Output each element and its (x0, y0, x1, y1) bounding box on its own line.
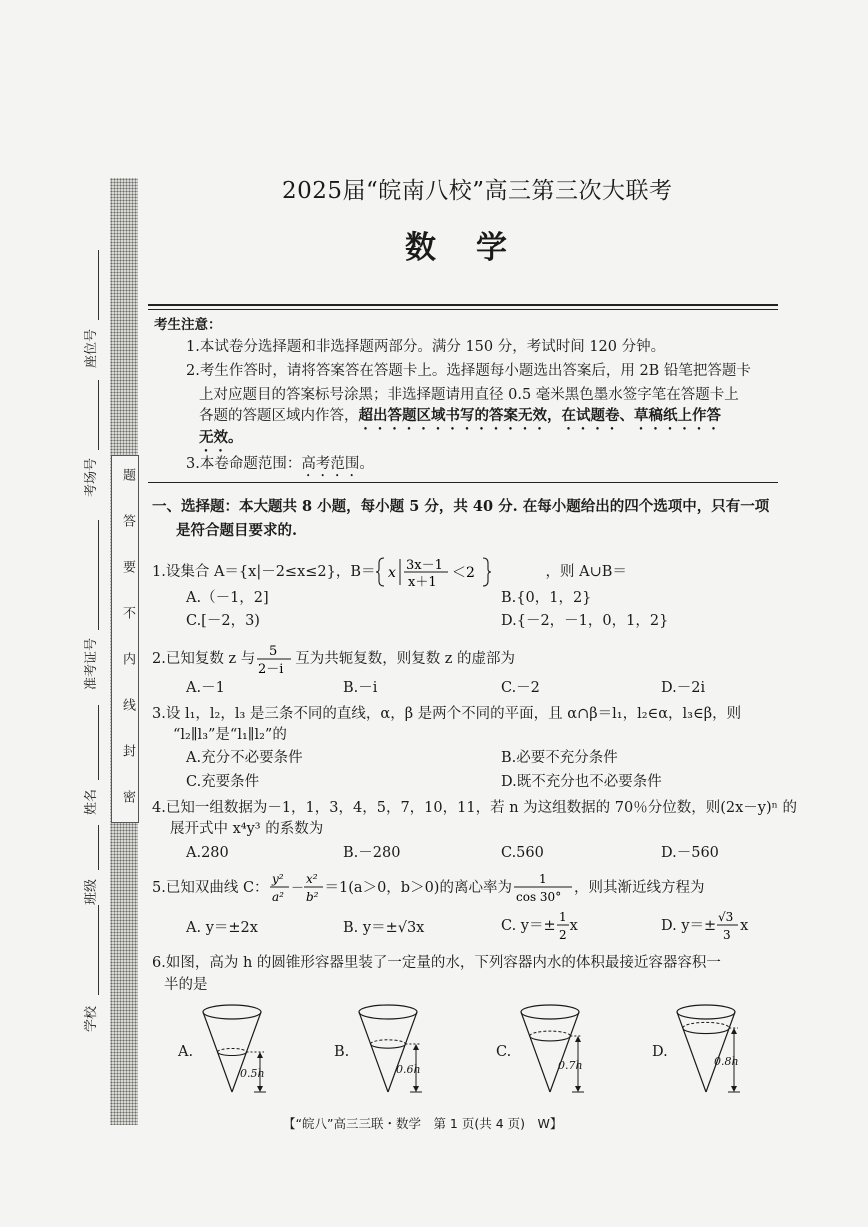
q5-c-num: 1 (558, 910, 567, 924)
q1-ineq: ＜2 (451, 565, 475, 581)
cone-side-right (388, 1012, 417, 1092)
q5-c-fraction (556, 908, 570, 944)
cone-diagram (664, 1002, 784, 1102)
q2-text: 2.已知复数 z 与 (152, 651, 256, 667)
q5-f3-den: cos 30° (515, 890, 562, 904)
q5-text-mid: ＝1(a＞0，b＞0)的离心率为 (324, 880, 512, 896)
question-6-stem: 6.如图，高为 h 的圆锥形容器里装了一定量的水，下列容器内水的体积最接近容器容积一 (152, 955, 721, 971)
q5-f3-num: 1 (538, 872, 547, 886)
header-rule (148, 304, 778, 306)
water-surface-back (683, 1022, 729, 1028)
q5-option-d[interactable] (661, 908, 748, 944)
q5-f2-den: b² (305, 890, 319, 904)
seal-char: 要 (120, 560, 135, 573)
notice-heading: 考生注意： (154, 317, 222, 333)
q4-option-b[interactable]: B.－280 (343, 845, 401, 861)
subject-title: 数学 (405, 230, 547, 266)
water-surface-back (530, 1031, 571, 1036)
height-label: 0.8h (714, 1055, 739, 1068)
admission-number-line[interactable] (98, 520, 99, 630)
water-surface-front (683, 1028, 729, 1034)
notice-emphasis-end: 无效。 (199, 429, 243, 446)
water-surface-front (530, 1036, 571, 1041)
cone-diagram (508, 1002, 628, 1102)
q5-option-c[interactable] (501, 908, 578, 944)
q1-option-d[interactable]: D.{－2，－1，0，1，2} (501, 613, 669, 629)
q2-option-b[interactable]: B.－i (343, 680, 378, 696)
q1-set-var: x (387, 565, 396, 581)
q4-option-d[interactable]: D.－560 (661, 845, 719, 861)
q5-c-text: C. y＝± (501, 918, 556, 934)
q1-option-b[interactable]: B.{0，1，2} (501, 590, 592, 606)
water-surface-front (218, 1052, 247, 1055)
q1-set-b (376, 555, 546, 589)
q3-option-c[interactable]: C.充要条件 (186, 774, 260, 790)
notice-rule (148, 482, 778, 483)
admission-number-label: 准考证号 (84, 637, 99, 690)
q2-option-d[interactable]: D.－2i (661, 680, 706, 696)
q5-text-end: ，则其渐近线方程为 (573, 880, 705, 896)
q5-minus: － (290, 881, 304, 896)
water-surface-back (218, 1049, 247, 1052)
cone-rim (677, 1005, 735, 1019)
cone-diagram (346, 1002, 466, 1102)
notice-text: 各题的答题区域内作答， (199, 408, 359, 424)
q4-option-a[interactable]: A.280 (186, 845, 229, 861)
q5-c-var: x (569, 918, 578, 934)
cone-rim (521, 1005, 579, 1019)
water-surface-back (371, 1040, 406, 1044)
notice-text: 3.本卷命题范围： (186, 456, 302, 472)
q3-option-a[interactable]: A.充分不必要条件 (186, 750, 303, 766)
cone-option-letter: A. (178, 1044, 194, 1060)
q2-frac-num: 5 (269, 644, 278, 659)
notice-item-3 (186, 454, 374, 480)
cone-diagram (190, 1002, 310, 1102)
seat-number-line[interactable] (98, 250, 99, 320)
cone-option-letter: B. (334, 1044, 350, 1060)
q2-fraction (255, 642, 295, 676)
height-label: 0.6h (396, 1063, 421, 1076)
cone-side-right (550, 1012, 579, 1092)
arrow-head-down (731, 1086, 737, 1092)
page-footer: 【“皖八”高三三联・数学 第 1 页(共 4 页) W】 (283, 1116, 563, 1131)
cone-rim (203, 1005, 261, 1019)
q2-frac-den: 2－i (258, 662, 284, 676)
q5-hyperbola (269, 870, 325, 906)
height-label: 0.7h (558, 1059, 583, 1072)
q1-text: 1.设集合 A＝{x|－2≤x≤2}，B＝ (152, 564, 376, 580)
question-1-stem (152, 555, 627, 589)
notice-item-2-line2: 上对应题目的答案标号涂黑；非选择题请用直径 0.5 毫米黑色墨水签字笔在答题卡上 (199, 387, 739, 403)
q3-option-d[interactable]: D.既不充分也不必要条件 (501, 774, 662, 790)
cone-option-letter: D. (652, 1044, 668, 1060)
q5-f1-num: y² (271, 872, 284, 886)
notice-emphasis: 超出答题区域书写的答案无效，在试题卷、草稿纸上作答 (358, 407, 721, 424)
name-label: 姓名 (84, 788, 99, 815)
seal-char: 内 (120, 652, 135, 665)
cone-option-letter: C. (496, 1044, 512, 1060)
seal-line-box (111, 455, 139, 823)
q5-d-text: D. y＝± (661, 918, 717, 934)
question-3-stem: 3.设 l₁，l₂，l₃ 是三条不同的直线，α，β 是两个不同的平面，且 α∩β＝l₁，l₂∈α，l₃∈β，则 (152, 706, 742, 722)
cone-side-right (706, 1012, 735, 1092)
question-4-stem: 4.已知一组数据为－1，1，3，4，5，7，10，11，若 n 为这组数据的 70％分位数，则(2x－y)ⁿ 的 (152, 800, 797, 816)
q5-d-num: √3 (718, 910, 734, 924)
question-6-stem-line2: 半的是 (164, 977, 208, 993)
q2-option-a[interactable]: A.－1 (186, 680, 225, 696)
arrow-head-up (413, 1044, 419, 1050)
q5-f1-den: a² (271, 890, 284, 904)
header-rule-thin (148, 309, 778, 310)
q1-frac-den: x＋1 (407, 575, 437, 589)
notice-emphasis: 高考范围。 (301, 456, 374, 472)
arrow-head-up (257, 1052, 263, 1058)
class-label: 班级 (84, 878, 99, 905)
school-line[interactable] (98, 905, 99, 995)
q5-d-fraction (716, 908, 740, 944)
water-surface-front (371, 1044, 406, 1048)
arrow-head-up (575, 1036, 581, 1042)
exam-room-label: 考场号 (84, 457, 99, 497)
seal-char: 不 (120, 606, 135, 619)
seat-number-label: 座位号 (84, 328, 99, 368)
seal-char: 题 (120, 468, 135, 481)
question-3-stem-line2: “l₂∥l₃”是“l₁∥l₂”的 (173, 727, 287, 743)
q5-f2-num: x² (305, 872, 318, 886)
school-label: 学校 (84, 1005, 99, 1032)
q5-eccentricity (512, 870, 574, 906)
q4-option-c[interactable]: C.560 (501, 845, 544, 861)
section-heading: 一、选择题：本大题共 8 小题，每小题 5 分，共 40 分. 在每小题给出的四个选项中，只有一项 (152, 498, 770, 515)
cone-side-left (521, 1012, 550, 1092)
q1-text-end: ，则 A∪B＝ (545, 564, 627, 580)
section-heading-line2: 是符合题目要求的. (176, 522, 298, 539)
arrow-head-up (731, 1028, 737, 1034)
q1-option-c[interactable]: C.[－2，3) (186, 613, 260, 629)
exam-room-line[interactable] (98, 380, 99, 450)
arrow-head-down (257, 1086, 263, 1092)
exam-title: 2025届“皖南八校”高三第三次大联考 (282, 178, 673, 204)
q1-option-a[interactable]: A.（－1，2] (186, 590, 269, 606)
notice-item-1: 1.本试卷分选择题和非选择题两部分。满分 150 分，考试时间 120 分钟。 (186, 339, 666, 355)
seal-char: 封 (120, 744, 135, 757)
question-5-stem (152, 870, 704, 906)
seal-char: 密 (120, 790, 135, 803)
class-line[interactable] (98, 825, 99, 870)
q5-d-den: 3 (723, 928, 731, 942)
notice-item-2: 2.考生作答时，请将答案答在答题卡上。选择题每小题选出答案后，用 2B 铅笔把答题卡 (186, 363, 751, 379)
q5-text: 5.已知双曲线 C： (152, 880, 269, 896)
notice-item-2-line3 (199, 406, 721, 433)
seal-char: 答 (120, 514, 135, 527)
question-2-stem (152, 642, 515, 676)
seal-char: 线 (120, 698, 135, 711)
q5-c-den: 2 (558, 928, 567, 942)
q1-frac-num: 3x－1 (405, 558, 443, 573)
q5-option-b[interactable]: B. y＝±√3x (343, 920, 425, 936)
q5-d-var: x (740, 918, 749, 934)
height-label: 0.5h (240, 1067, 265, 1080)
name-line[interactable] (98, 705, 99, 780)
q5-option-a[interactable]: A. y＝±2x (186, 920, 258, 936)
question-4-stem-line2: 展开式中 x⁴y³ 的系数为 (170, 821, 324, 837)
arrow-head-down (413, 1086, 419, 1092)
q3-option-b[interactable]: B.必要不充分条件 (501, 750, 618, 766)
arrow-head-down (575, 1086, 581, 1092)
q2-option-c[interactable]: C.－2 (501, 680, 540, 696)
cone-rim (359, 1005, 417, 1019)
cone-side-left (359, 1012, 388, 1092)
q2-text-end: 互为共轭复数，则复数 z 的虚部为 (295, 651, 516, 667)
